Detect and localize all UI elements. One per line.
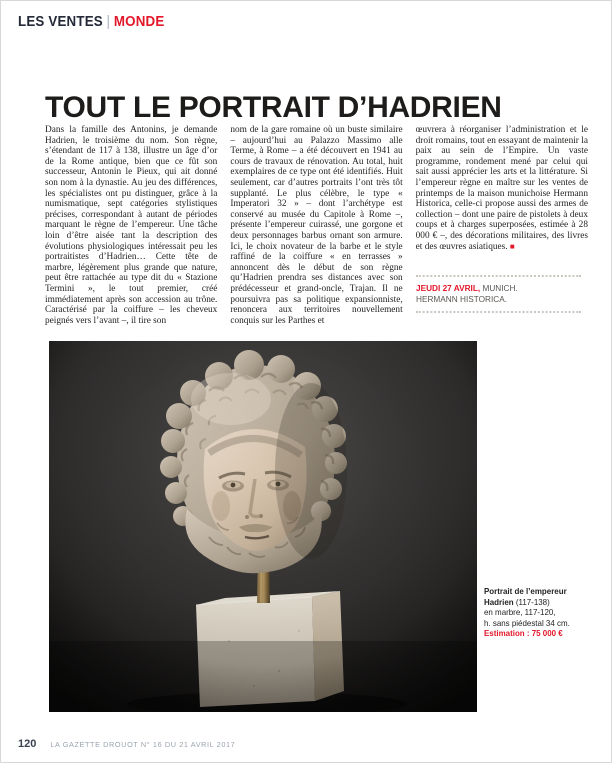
page-number: 120 <box>18 738 37 750</box>
caption-line-1: Portrait de l’empereur <box>484 586 567 596</box>
figure-caption <box>484 586 594 639</box>
caption-line-4: h. sans piédestal 34 cm. <box>484 617 570 628</box>
sale-date: JEUDI 27 AVRIL, <box>415 283 480 294</box>
sale-info-block <box>416 275 581 313</box>
section-label: LES VENTES <box>18 14 103 30</box>
photo-bottom-shade <box>49 641 477 712</box>
sale-date-line <box>416 283 581 294</box>
column-2-text: nom de la gare romaine où un buste similaire – aujourd’hui au Palazzo Massimo alle Terme, à Rome – a été découvert en 1941 au cours de travaux de rénovation. Au total, huit exemplaires de ce type ont été identifiés. Huit seulement, car d’autres portraits l’ont très tôt supplanté. Le plus célèbre, le type « Imperatori 32 » – dont l’archétype est conservé au musée du Capitole à Rome –, présente l’empereur cuirassé, une gorgone et deux personnages barbus ornant son armure. Ici, le choix novateur de la barbe et le style raffiné de la coiffure « en terrasses » annoncent dès le début de son règne qu’Hadrien prendra ses distances avec son prédécesseur et grand-oncle, Trajan. Il ne poursuivra pas sa politique expansionniste, renoncera aux territoires nouvellement conquis sur les Parthes et <box>230 125 403 326</box>
page-footer <box>18 738 235 750</box>
rubric-label: MONDE <box>113 14 165 30</box>
article-column-1 <box>45 125 217 326</box>
caption-line-3: en marbre, 117-120, <box>484 607 556 618</box>
caption-estimation: Estimation : 75 000 € <box>484 628 563 639</box>
sale-house: HERMANN HISTORICA. <box>415 293 507 304</box>
column-3-text: œuvrera à réorganiser l’administration et le droit romains, tout en essayant de maintenir la paix au sein de l’Empire. Un vaste programme, rondement mené par celui qui sait aussi apprécier les arts et la littérature. Si l’empereur règne en maître sur les ventes de printemps de la maison munichoise Hermann Historica, celle-ci propose aussi des armes de collection – dont une paire de pistolets à deux coups et à charges superposées, estimée à 28 000 € –, des décorations militaires, des livres et des œuvres asiatiques. ■ <box>415 125 588 252</box>
hadrian-bust-photo <box>49 341 477 712</box>
article-column-3 <box>416 125 588 326</box>
section-header <box>18 14 164 30</box>
article-column-2 <box>230 125 402 326</box>
section-divider: | <box>106 14 111 30</box>
article-body <box>45 125 588 326</box>
article-end-marker: ■ <box>509 241 515 251</box>
issue-reference: LA GAZETTE DROUOT N° 16 DU 21 AVRIL 2017 <box>50 740 236 749</box>
column-1-text: Dans la famille des Antonins, je demande Hadrien, le troisième du nom. Son règne, s’étendant de 117 à 138, illustre un âge d’or de la Rome antique, bien que ce fût son successeur, Antonin le Pieux, qui ait donné son nom à la dynastie. Au jeu des différences, les spécialistes ont pu distinguer, grâce à la numismatique, sept catégories stylistiques précises, correspondant à autant de périodes marquant le règne de l’empereur. Une tâche loin d’être aisée tant la description des évolutions physiologiques intéressait peu les portraitistes d’Hadrien… Cette tête de marbre, légèrement plus grande que nature, peut être rattachée au type dit du « Stazione Termini », le tout premier, créé immédiatement après son accession au trône. Caractérisé par la coiffure – les cheveux peignés vers l’avant –, il tire son <box>45 125 218 326</box>
bust-photo-illustration <box>49 341 477 712</box>
sale-city: MUNICH. <box>479 283 518 294</box>
caption-line-2: Hadrien (117-138) <box>484 596 550 607</box>
article-title: TOUT LE PORTRAIT D’HADRIEN <box>45 91 502 125</box>
